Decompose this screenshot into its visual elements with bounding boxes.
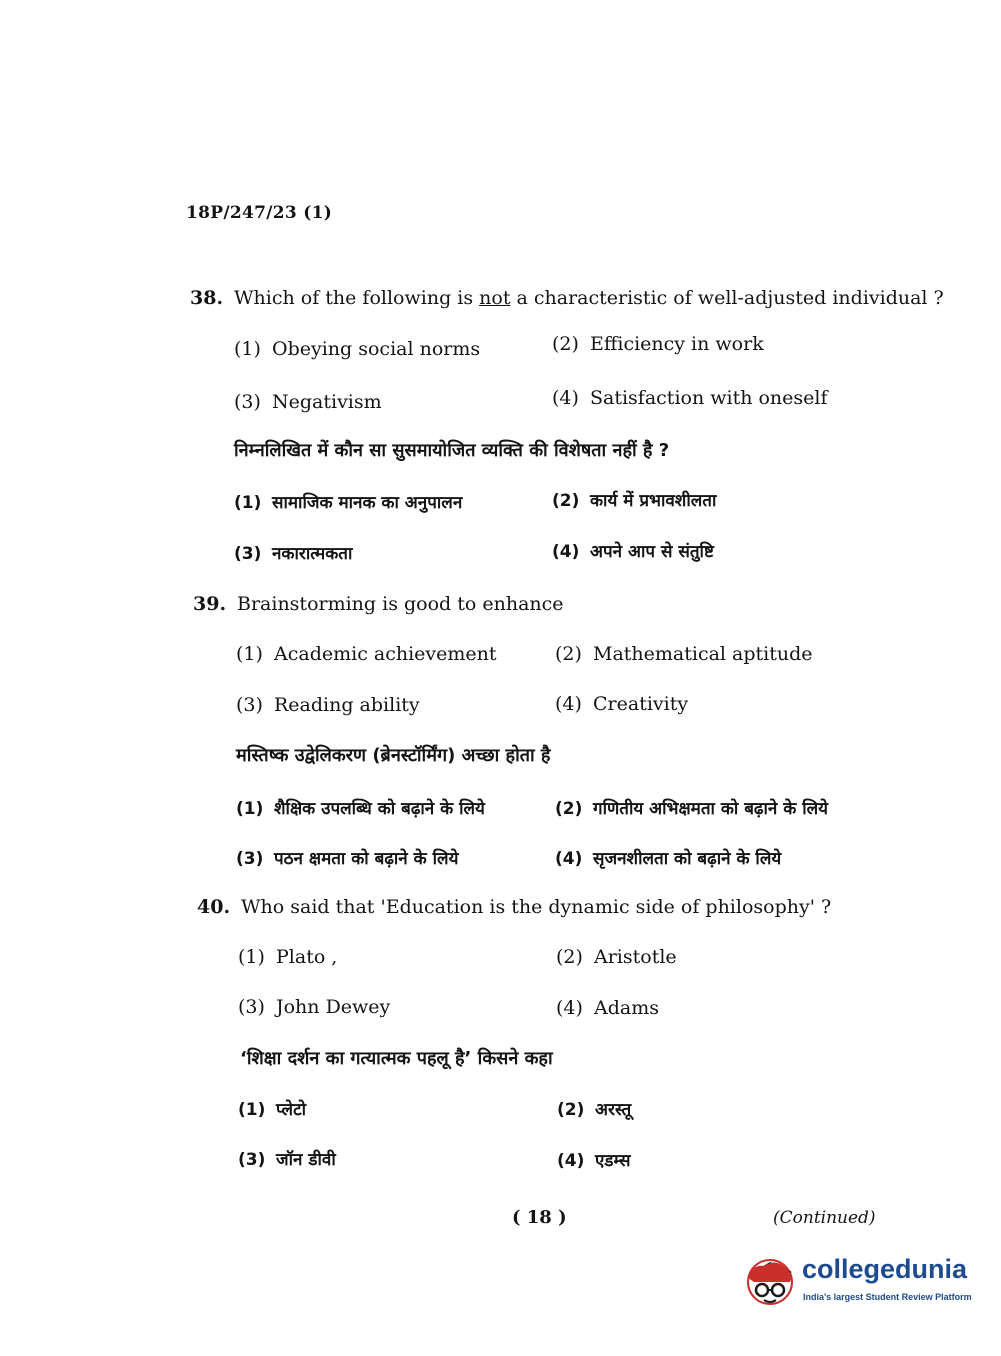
q40-hindi-option-2: (2) अरस्तू (557, 1100, 632, 1120)
q39-hindi-option-4: (4) सृजनशीलता को बढ़ाने के लिये (555, 849, 782, 869)
q39-option-2: (2) Mathematical aptitude (555, 643, 813, 665)
q38-hindi-option-2: (2) कार्य में प्रभावशीलता (552, 491, 717, 511)
q40-option-2: (2) Aristotle (556, 946, 677, 968)
question-39 (193, 593, 564, 615)
continued-label: (Continued) (773, 1208, 876, 1228)
mascot-logo-icon (742, 1252, 800, 1310)
q39-hindi-option-2: (2) गणितीय अभिक्षमता को बढ़ाने के लिये (555, 799, 829, 819)
page-number: ( 18 ) (512, 1207, 567, 1228)
q38-option-2: (2) Efficiency in work (552, 333, 764, 355)
question-40 (197, 896, 831, 918)
watermark-tagline: India's largest Student Review Platform (803, 1292, 972, 1302)
question-text-part: a characteristic of well-adjusted individual ? (510, 287, 944, 309)
q39-option-1: (1) Academic achievement (236, 643, 497, 665)
q38-hindi-option-4: (4) अपने आप से संतुष्टि (552, 542, 714, 562)
q40-hindi-option-3: (3) जॉन डीवी (238, 1150, 336, 1170)
watermark-brand: collegedunia (802, 1254, 968, 1284)
question-text-part: Which of the following is (234, 287, 480, 309)
q38-option-1: (1) Obeying social norms (234, 338, 481, 360)
q40-hindi-option-1: (1) प्लेटो (238, 1100, 307, 1120)
paper-code: 18P/247/23 (1) (186, 203, 333, 223)
question-number: 39. (193, 593, 227, 615)
q38-option-3: (3) Negativism (234, 391, 382, 413)
q39-option-3: (3) Reading ability (236, 694, 420, 716)
q40-hindi-text: ‘शिक्षा दर्शन का गत्यात्मक पहलू है’ किसने कहा (240, 1048, 553, 1069)
q38-hindi-option-1: (1) सामाजिक मानक का अनुपालन (234, 493, 463, 513)
q40-option-4: (4) Adams (556, 997, 659, 1019)
q39-hindi-text: मस्तिष्क उद्वेलिकरण (ब्रेनस्टॉर्मिंग) अच्छा होता है (236, 745, 551, 766)
question-number: 38. (190, 287, 224, 309)
q39-option-4: (4) Creativity (555, 693, 689, 715)
question-underlined-word: not (479, 287, 511, 309)
q39-hindi-option-1: (1) शैक्षिक उपलब्धि को बढ़ाने के लिये (236, 799, 485, 819)
question-text: Who said that 'Education is the dynamic side of philosophy' ? (241, 896, 832, 918)
question-38 (190, 287, 944, 309)
q40-option-1: (1) Plato , (238, 946, 338, 968)
collegedunia-watermark (742, 1252, 972, 1314)
q40-hindi-option-4: (4) एडम्स (557, 1151, 631, 1171)
q38-option-4: (4) Satisfaction with oneself (552, 387, 828, 409)
q40-option-3: (3) John Dewey (238, 996, 391, 1018)
question-text: Brainstorming is good to enhance (237, 593, 564, 615)
q38-hindi-text: निम्नलिखित में कौन सा सुसमायोजित व्यक्ति की विशेषता नहीं है ? (234, 440, 670, 461)
q39-hindi-option-3: (3) पठन क्षमता को बढ़ाने के लिये (236, 849, 459, 869)
q38-hindi-option-3: (3) नकारात्मकता (234, 544, 353, 564)
question-number: 40. (197, 896, 231, 918)
